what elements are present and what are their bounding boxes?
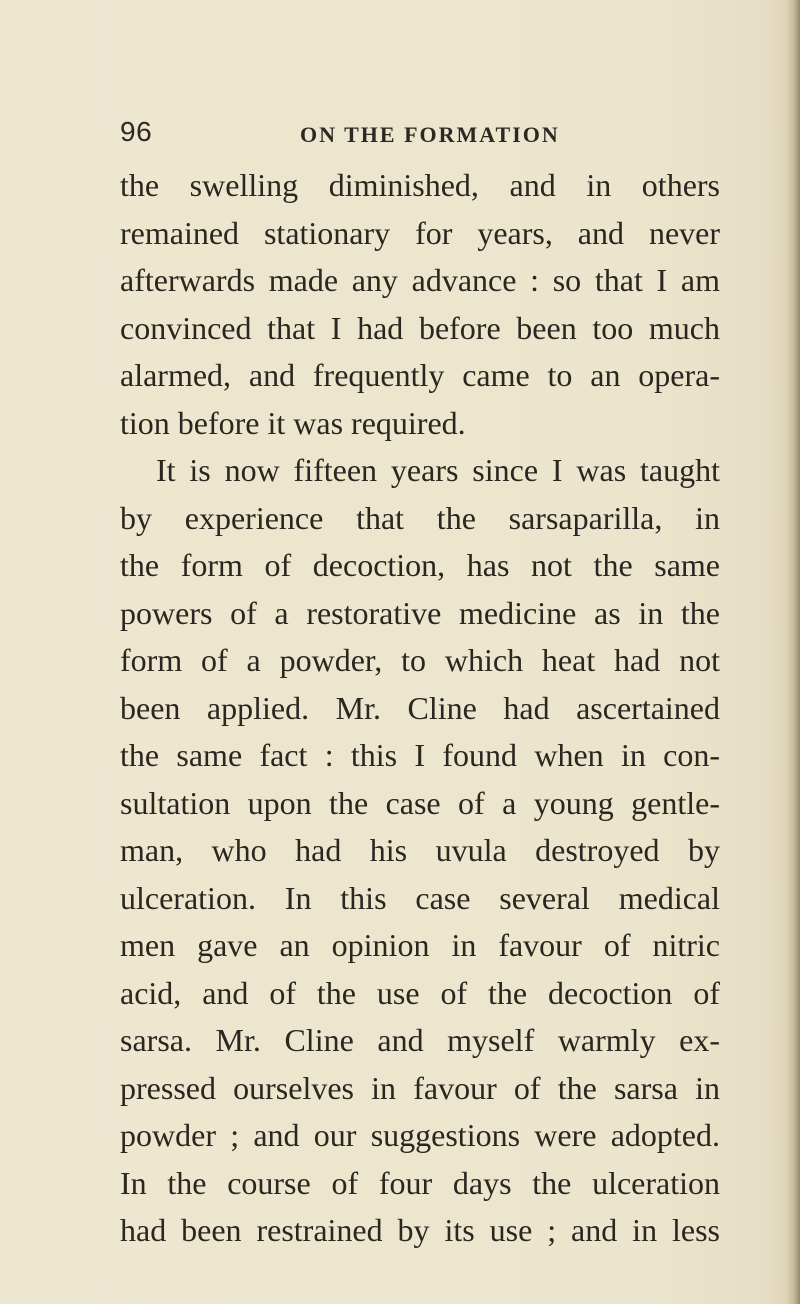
text-line: had been restrained by its use ; and in less (120, 1212, 720, 1248)
page-header (120, 116, 720, 156)
text-line: afterwards made any advance : so that I am (120, 262, 720, 298)
text-line: In the course of four days the ulceration (120, 1164, 720, 1201)
text-line: by experience that the sarsaparilla, in (120, 499, 720, 536)
text-line: acid, and of the use of the decoction of (120, 974, 720, 1011)
text-line: the swelling diminished, and in others (120, 167, 720, 203)
text-line: sarsa. Mr. Cline and myself warmly ex- (120, 1022, 720, 1058)
text-line: men gave an opinion in favour of nitric (120, 927, 720, 963)
text-line: the form of decoction, has not the same (120, 547, 720, 583)
text-line: powder ; and our suggestions were adopted. (120, 1117, 720, 1153)
text-line: remained stationary for years, and never (120, 214, 720, 251)
text-line: form of a powder, to which heat had not (120, 642, 720, 678)
text-line: man, who had his uvula destroyed by (120, 832, 720, 868)
text-line: ulceration. In this case several medical (120, 879, 720, 916)
text-line: sultation upon the case of a young gentle- (120, 784, 720, 821)
text-line: alarmed, and frequently came to an opera- (120, 357, 720, 393)
text-line: It is now fifteen years since I was taught (156, 452, 720, 488)
page-number: 96 (120, 116, 153, 147)
page-binding-edge (786, 0, 800, 1304)
text-line: tion before it was required. (120, 404, 466, 441)
text-line: pressed ourselves in favour of the sarsa in (120, 1069, 720, 1106)
running-head: ON THE FORMATION (300, 122, 560, 147)
text-line: been applied. Mr. Cline had ascertained (120, 689, 720, 726)
body-text (120, 162, 720, 1255)
text-line: the same fact : this I found when in con- (120, 737, 720, 773)
text-line: convinced that I had before been too much (120, 309, 720, 346)
text-line: powers of a restorative medicine as in the (120, 594, 720, 631)
